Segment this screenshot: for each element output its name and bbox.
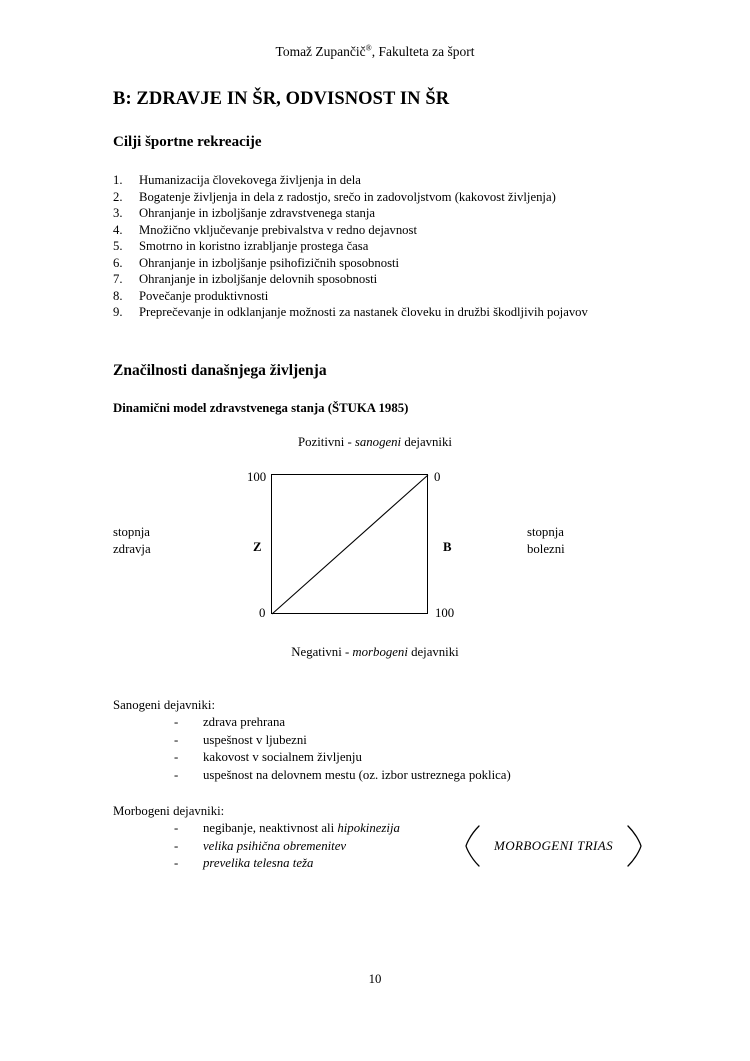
bullet-dash: - [174,767,179,782]
diagram-square-frame [271,474,428,614]
diagram-diagonal-line [271,474,429,615]
list-item-text: kakovost v socialnem življenju [203,750,362,765]
sanogeni-factors-block [113,697,633,784]
side-label-left-line1: stopnja [113,525,150,539]
subsection-heading-model: Dinamični model zdravstvenega stanja (ŠTUKA 1985) [113,401,409,415]
diagram-corner-bottom-left-value: 0 [259,606,266,620]
list-item-text: Smotrno in koristno izrabljanje prostega časa [139,239,369,254]
list-item-text: Povečanje produktivnosti [139,288,269,303]
list-item-number: 8. [113,288,123,303]
list-item-text: Ohranjanje in izboljšanje zdravstvenega stanja [139,206,376,221]
side-label-right-line1: stopnja [527,525,564,539]
caption-top-prefix: Pozitivni - [298,435,355,449]
diagram-axis-label-disease: B [443,540,452,554]
list-item-text: uspešnost na delovnem mestu (oz. izbor ustreznega poklica) [203,767,511,782]
section-heading-characteristics: Značilnosti današnjega življenja [113,362,327,379]
list-item [113,189,673,206]
list-item [113,714,633,731]
caption-top-emphasis: sanogeni [354,435,402,449]
list-item-text: prevelika telesna teža [203,856,314,871]
sanogeni-title: Sanogeni dejavniki: [113,698,216,712]
bullet-dash: - [174,856,179,871]
list-item-text-prefix: negibanje, neaktivnost ali [203,821,338,836]
list-item-number: 9. [113,305,123,320]
left-bracket-icon [462,824,482,868]
list-item [113,205,673,222]
list-item-number: 6. [113,255,123,270]
list-item-text: Bogatenje življenja in dela z radostjo, srečo in zadovoljstvom (kakovost življenja) [139,189,556,204]
right-bracket-icon [625,824,645,868]
caption-bottom-suffix: dejavniki [407,645,459,659]
list-item-text: Ohranjanje in izboljšanje delovnih sposobnosti [139,272,378,287]
side-label-right-line2: bolezni [527,542,565,556]
bullet-dash: - [174,821,179,836]
list-item [113,767,633,784]
document-running-header [0,44,750,60]
list-item-text: velika psihična obremenitev [203,838,347,853]
bullet-dash: - [174,715,179,730]
bullet-dash: - [174,732,179,747]
side-label-left-line2: zdravja [113,542,151,556]
section-heading-goals: Cilji športne rekreacije [113,134,262,150]
morbogeni-trias-label: MORBOGENI TRIAS [494,838,614,853]
list-item-text: uspešnost v ljubezni [203,732,307,747]
list-item-number: 1. [113,173,123,187]
caption-bottom-prefix: Negativni - [291,645,353,659]
caption-top-suffix: dejavniki [401,435,452,449]
diagram-corner-bottom-right-value: 100 [435,606,455,620]
list-item [113,172,673,189]
diagram-corner-top-right-value: 0 [434,470,441,484]
list-item [113,732,633,749]
list-item-text: Množično vključevanje prebivalstva v redno dejavnost [139,222,417,237]
list-item-text: zdrava prehrana [203,715,286,730]
bullet-dash: - [174,750,179,765]
list-item-number: 4. [113,222,123,237]
diagram-caption-bottom [0,645,750,660]
diagram-axis-label-health: Z [253,540,262,554]
list-item-number: 3. [113,206,123,221]
diagram-corner-top-left-value: 100 [247,470,267,484]
page-title: B: ZDRAVJE IN ŠR, ODVISNOST IN ŠR [113,89,450,109]
goals-numbered-list [113,172,673,321]
list-item-number: 5. [113,239,123,254]
diagram-side-label-left [113,524,151,558]
list-item-number: 2. [113,189,123,204]
list-item [113,304,673,321]
morbogeni-trias-callout [462,826,645,866]
diagram-caption-top [0,435,750,450]
header-affiliation: , Fakulteta za šport [371,44,475,59]
caption-bottom-emphasis: morbogeni [352,645,408,659]
header-superscript-mark: ® [365,43,372,53]
list-item-number: 7. [113,272,123,287]
list-item [113,238,673,255]
list-item-text-emphasis: hipokinezija [337,821,400,836]
header-author: Tomaž Zupančič [275,44,366,59]
list-item-text: Preprečevanje in odklanjanje možnosti za nastanek človeku in družbi škodljivih pojavov [139,305,588,320]
list-item [113,255,673,272]
bullet-dash: - [174,838,179,853]
morbogeni-title: Morbogeni dejavniki: [113,804,225,818]
diagram-side-label-right [527,524,565,558]
list-item [113,288,673,305]
list-item-text: Ohranjanje in izboljšanje psihofizičnih sposobnosti [139,255,400,270]
list-item [113,749,633,766]
page-number: 10 [368,972,382,986]
list-item [113,271,673,288]
list-item [113,222,673,239]
list-item-text: Humanizacija človekovega življenja in dela [139,173,361,187]
